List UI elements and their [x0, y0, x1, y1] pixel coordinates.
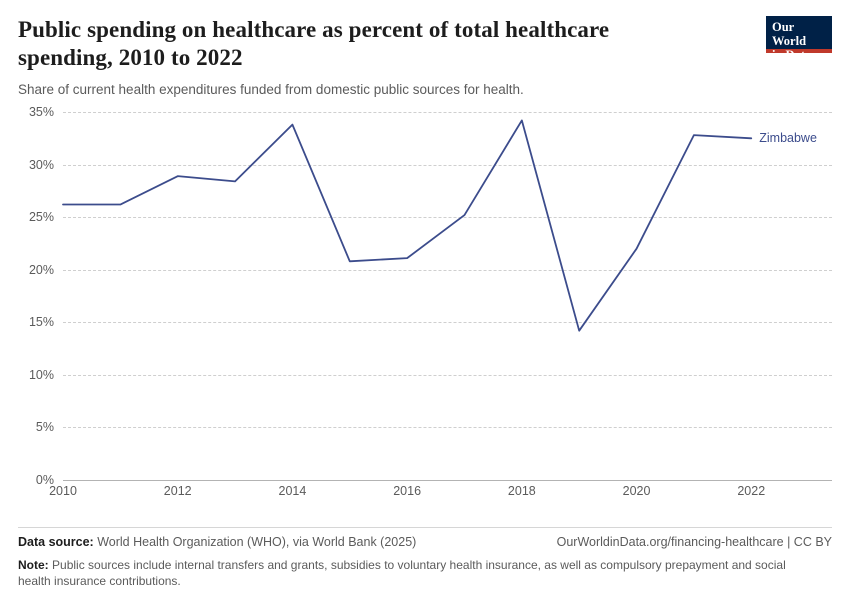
source-link[interactable]: OurWorldinData.org/financing-healthcare | CC BY	[556, 534, 832, 549]
x-axis-tick-label: 2016	[393, 484, 422, 498]
owid-logo-line1: Our World	[772, 20, 807, 48]
page-subtitle: Share of current health expenditures funded from domestic public sources for health.	[18, 82, 524, 98]
x-axis	[49, 484, 832, 504]
series-line-zimbabwe	[63, 112, 832, 480]
chart-header	[18, 16, 832, 99]
note-label: Note:	[18, 557, 49, 572]
y-axis-tick-label: 0%	[35, 473, 54, 487]
y-axis	[18, 105, 60, 487]
chart-footer	[18, 527, 832, 590]
page-title: Public spending on healthcare as percent of total healthcare spending, 2010 to 2022	[18, 17, 610, 71]
chart-note	[18, 557, 808, 590]
data-source-value: World Health Organization (WHO), via World Bank (2025)	[97, 534, 417, 549]
x-axis-tick-label: 2010	[49, 484, 77, 498]
x-axis-tick-label: 2022	[737, 484, 766, 498]
gridline	[63, 480, 832, 481]
y-axis-tick-label: 15%	[28, 315, 54, 330]
x-axis-tick-label: 2020	[622, 484, 651, 498]
y-axis-tick-label: 30%	[28, 157, 54, 172]
y-axis-tick-label: 5%	[35, 420, 54, 435]
x-axis-tick-label: 2014	[278, 484, 307, 498]
chart-area	[18, 100, 832, 510]
y-axis-tick-label: 10%	[28, 367, 54, 382]
x-axis-tick-label: 2012	[163, 484, 192, 498]
data-source	[18, 535, 416, 549]
owid-logo[interactable]	[766, 16, 832, 62]
y-axis-tick-label: 35%	[28, 105, 54, 119]
plot-region	[63, 112, 832, 480]
series-line	[63, 120, 751, 330]
note-value: Public sources include internal transfers and grants, subsidies to voluntary health insurance, as well as compulsory prepayment and social health insurance contributions.	[18, 557, 786, 589]
data-source-label: Data source:	[18, 534, 94, 549]
y-axis-tick-label: 20%	[28, 262, 54, 277]
series-label-zimbabwe[interactable]: Zimbabwe	[759, 131, 817, 146]
owid-logo-line2: in Data	[772, 48, 812, 62]
x-axis-tick-label: 2018	[507, 484, 536, 498]
footer-divider	[18, 527, 832, 528]
y-axis-tick-label: 25%	[28, 210, 54, 225]
